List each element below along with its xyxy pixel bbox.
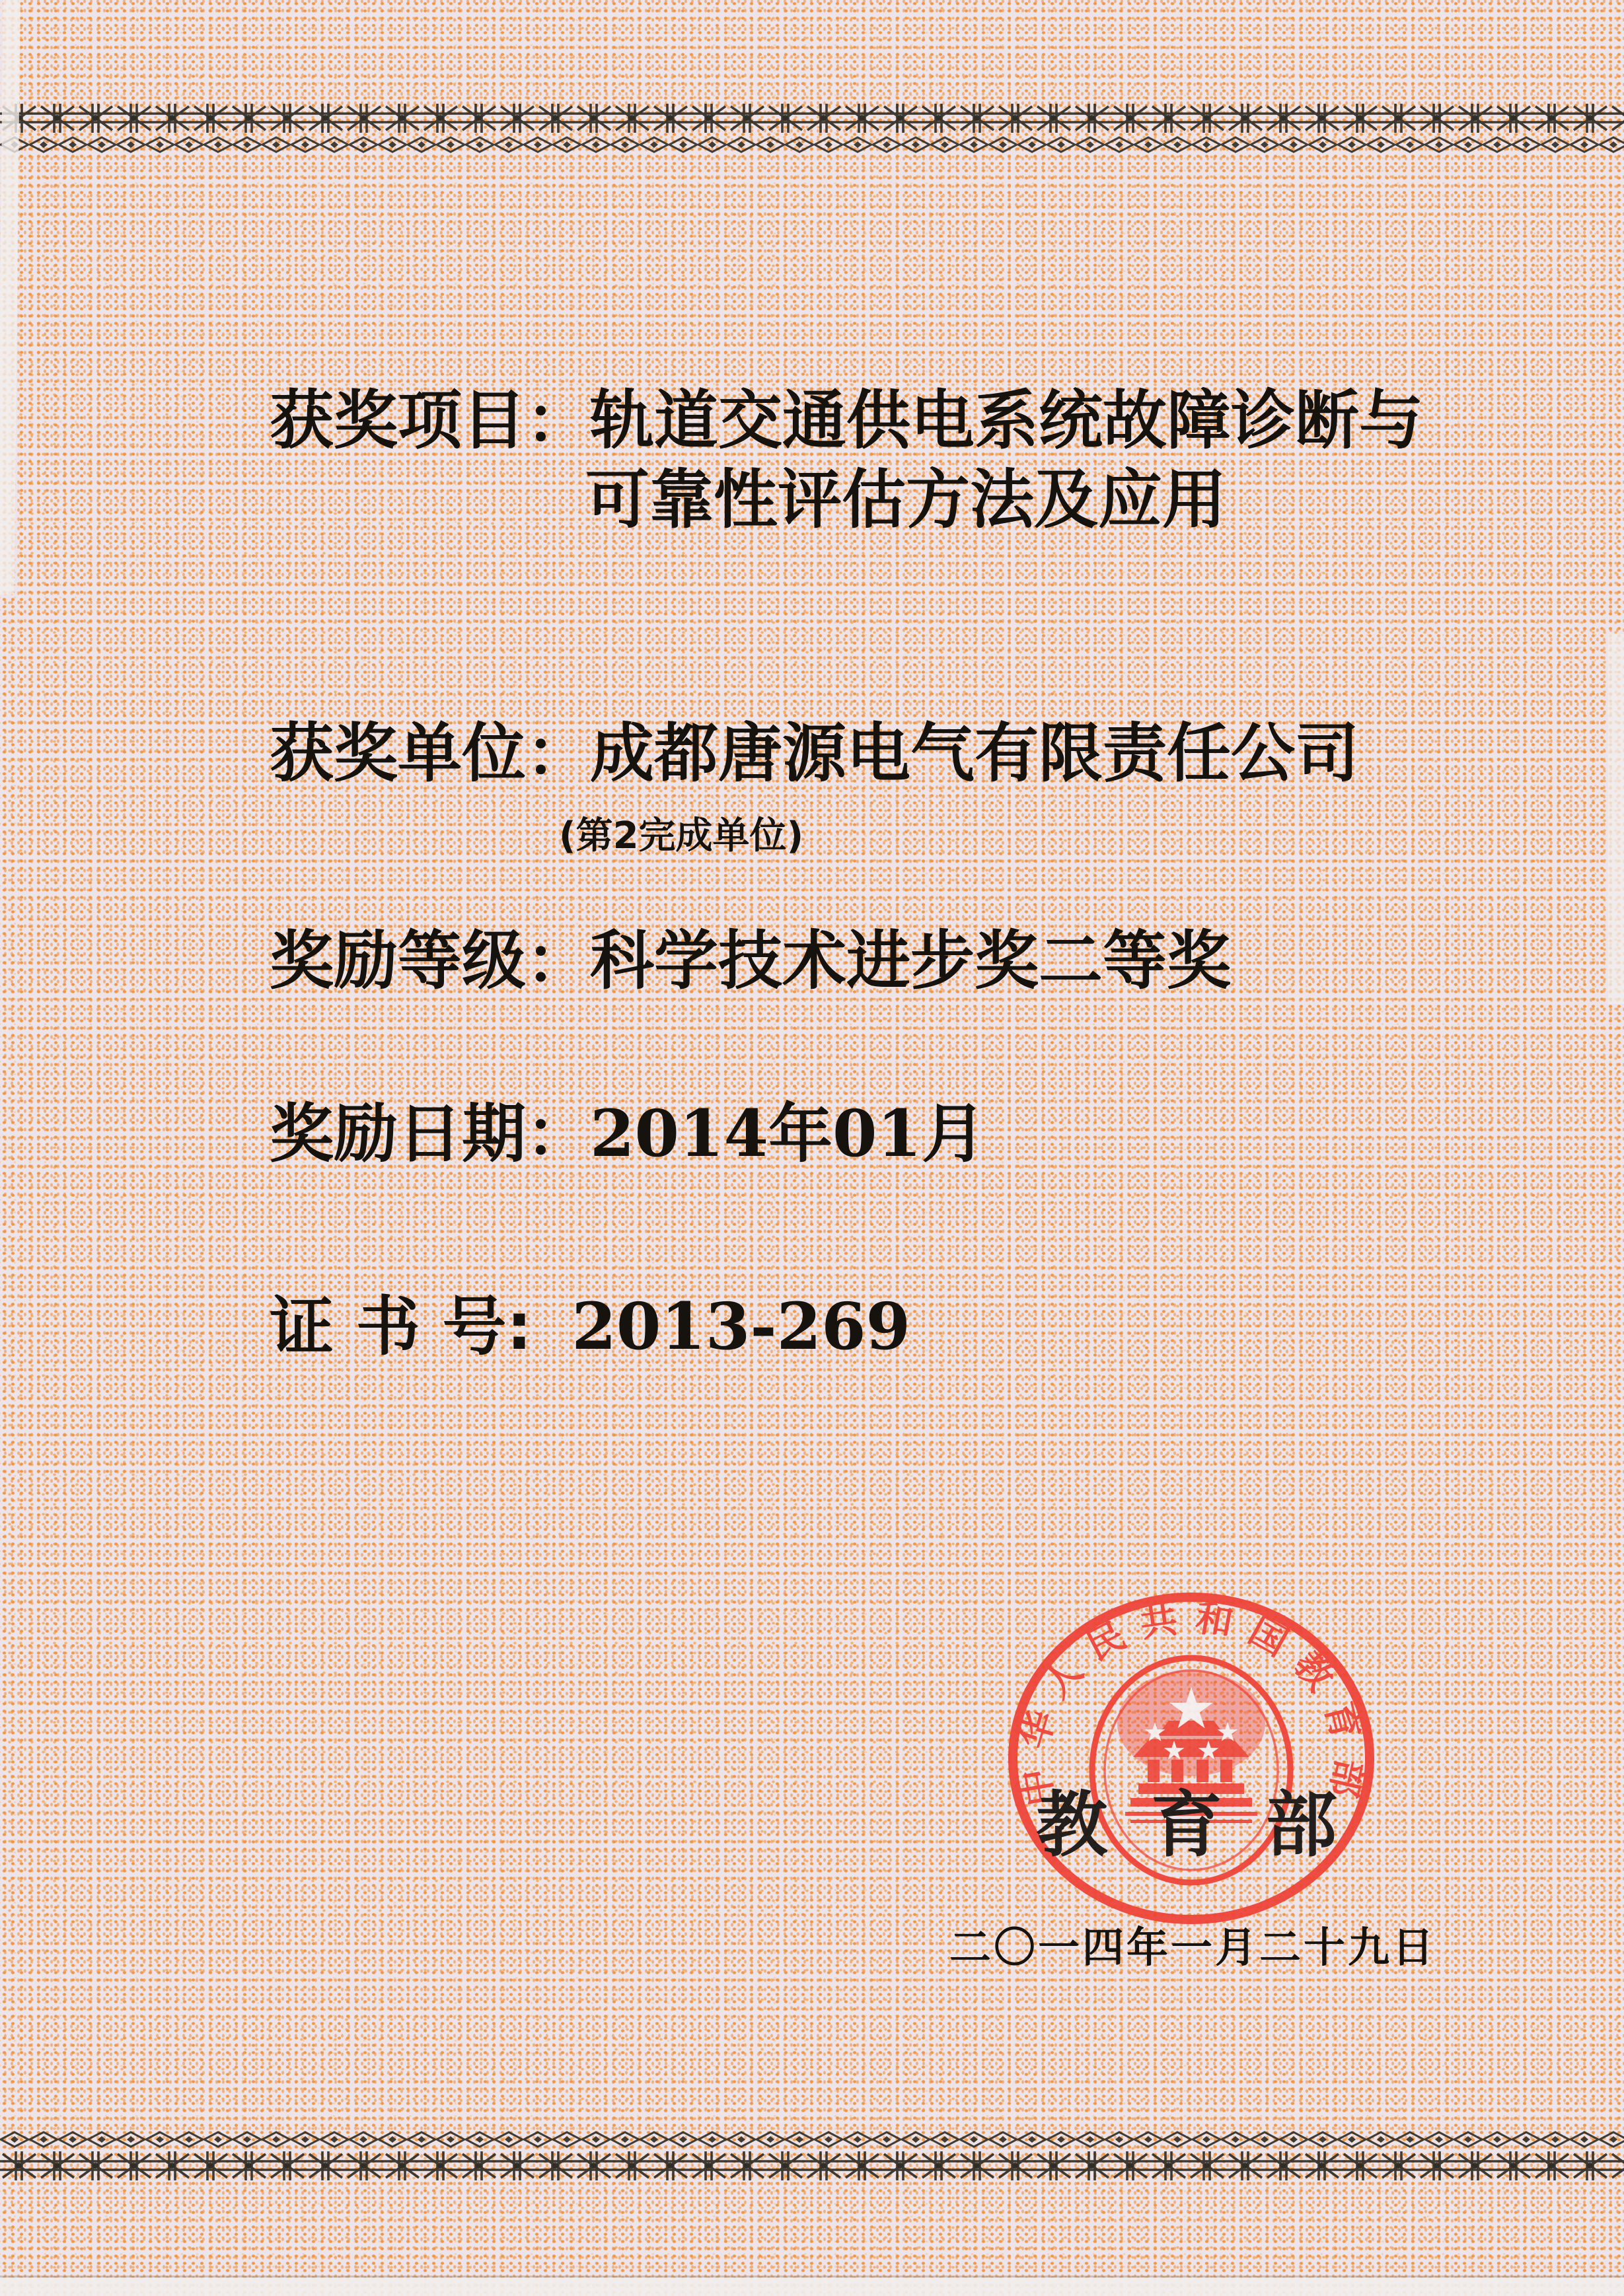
top-border-diamond-band [0, 136, 1624, 153]
emblem-small-star-4: ★ [1216, 1717, 1239, 1748]
project-title-line2 [585, 462, 1226, 537]
seal-graphic [1001, 1587, 1382, 1930]
award-grade-line [270, 923, 1231, 998]
seal-ring-text: 中华人民共和国教育部 [1011, 1596, 1372, 1816]
award-date-value: 2014年01月 [590, 1096, 986, 1171]
bottom-border-diamond-band [0, 2131, 1624, 2148]
unit-label: 获奖单位： [270, 716, 590, 791]
project-value-line2: 可靠性评估方法及应用 [585, 462, 1226, 537]
emblem-small-star-3: ★ [1197, 1736, 1220, 1766]
award-unit-line [270, 716, 1359, 791]
unit-value: 成都唐源电气有限责任公司 [590, 716, 1359, 791]
project-value-line1: 轨道交通供电系统故障诊断与 [590, 383, 1423, 458]
award-date-line [270, 1096, 986, 1171]
emblem-small-star-2: ★ [1162, 1736, 1186, 1766]
scan-edge-bottom [0, 2278, 1624, 2296]
grade-value: 科学技术进步奖二等奖 [590, 923, 1231, 998]
emblem-small-star-1: ★ [1143, 1717, 1167, 1748]
scan-edge-left [0, 0, 20, 594]
project-title-line1 [270, 383, 1423, 458]
cert-no-label: 证 书 号: [270, 1289, 533, 1364]
award-date-label: 奖励日期： [270, 1096, 590, 1171]
unit-rank-note [559, 814, 804, 857]
emblem-big-star: ★ [1165, 1676, 1217, 1742]
grade-label: 奖励等级： [270, 923, 590, 998]
scan-edge-right [1608, 634, 1624, 1004]
project-label: 获奖项目： [270, 383, 590, 458]
certificate-number-line [270, 1289, 911, 1364]
cert-no-value: 2013-269 [572, 1289, 911, 1364]
top-border-ornament-band [0, 102, 1624, 135]
ministry-seal [1001, 1587, 1382, 1930]
seal-center-text: 教 育 部 [1036, 1784, 1347, 1867]
issue-date: 二〇一四年一月二十九日 [949, 1923, 1436, 1972]
bottom-border-ornament-band [0, 2149, 1624, 2182]
unit-note-text: (第2完成单位) [559, 814, 804, 857]
